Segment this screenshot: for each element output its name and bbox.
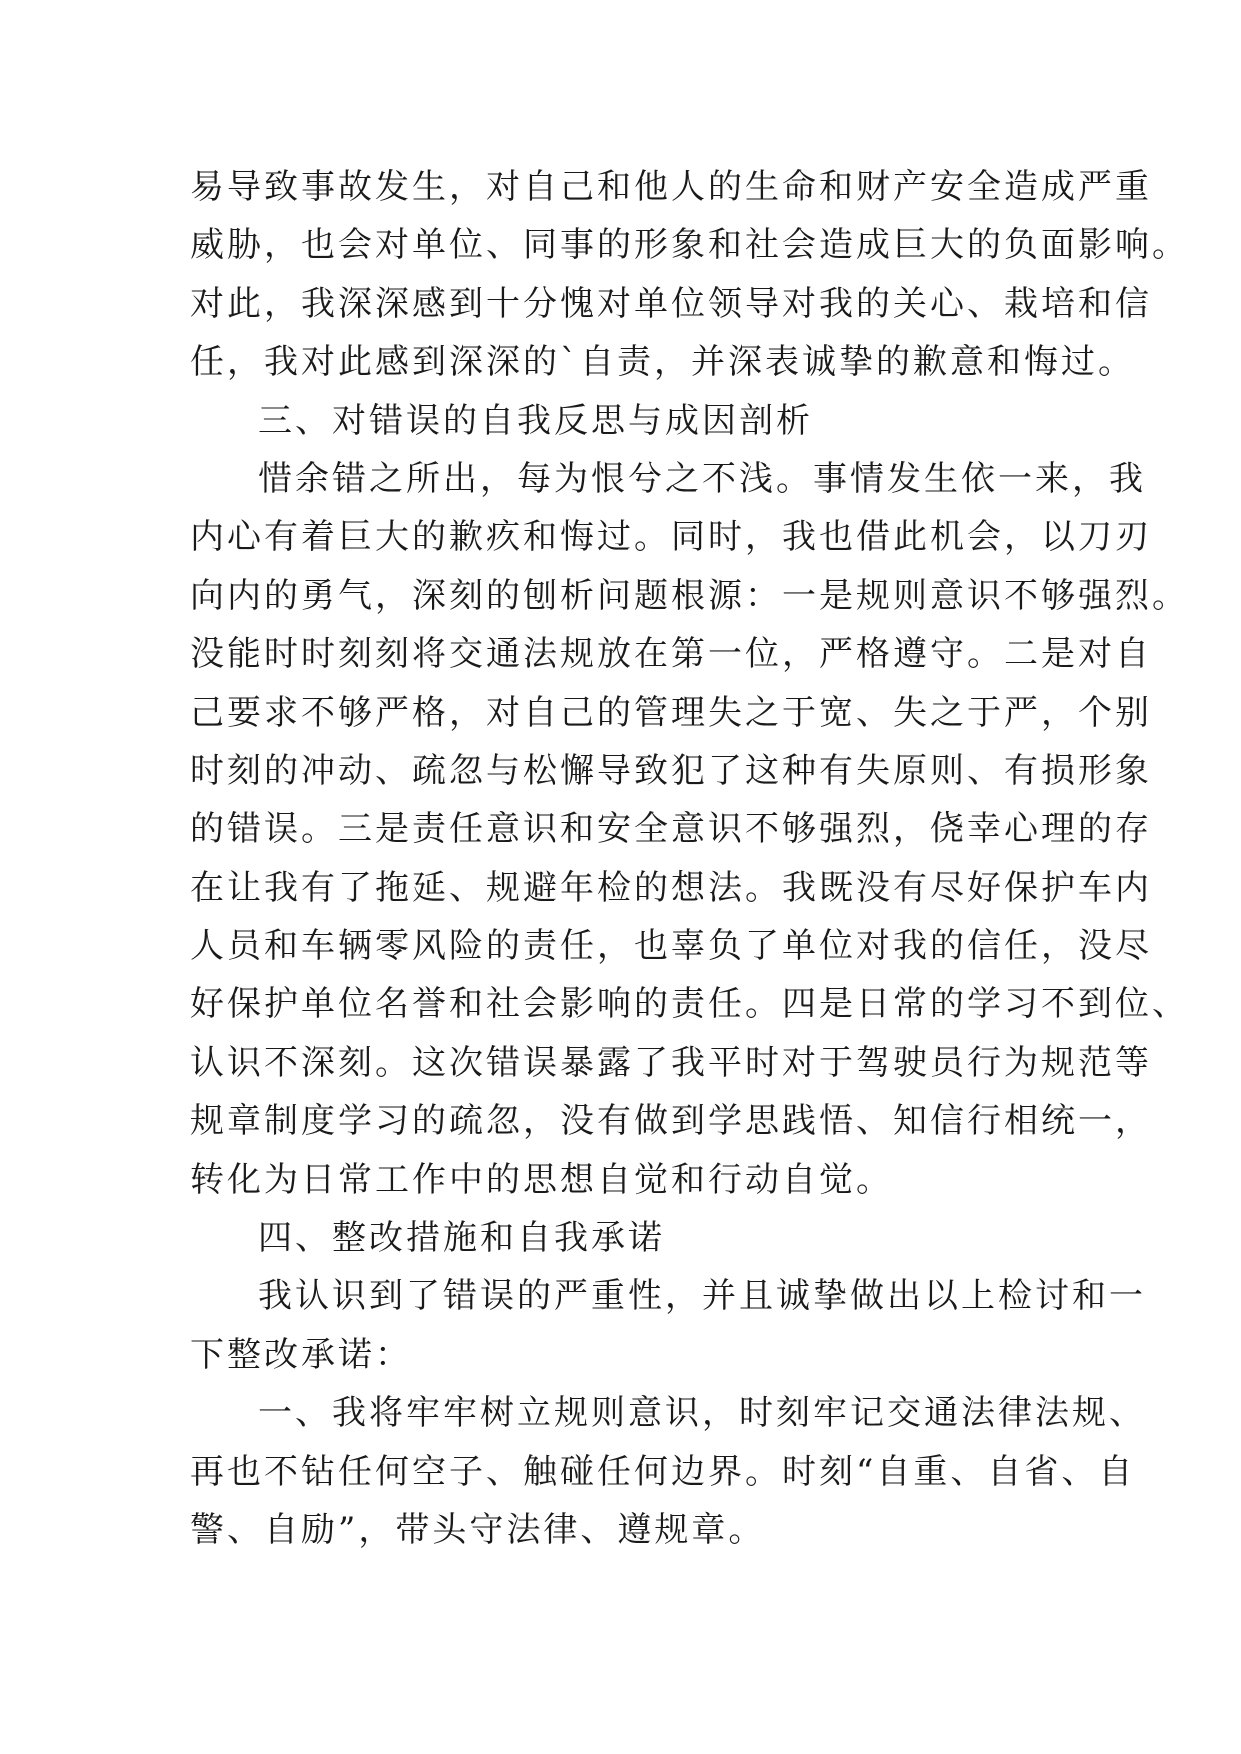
text-line: 惜余错之所出，每为恨兮之不浅。事情发生依一来，我 [258,458,1146,499]
text-line: 规章制度学习的疏忽，没有做到学思践悟、知信行相统一， [190,1101,1152,1142]
text-line: 我认识到了错误的严重性，并且诚挚做出以上检讨和一 [258,1276,1146,1317]
text-line: 下整改承诺： [190,1334,412,1375]
text-line: 没能时时刻刻将交通法规放在第一位，严格遵守。二是对自 [190,634,1152,675]
text-line: 转化为日常工作中的思想自觉和行动自觉。 [190,1159,893,1200]
text-line: 一、我将牢牢树立规则意识，时刻牢记交通法律法规、 [258,1393,1146,1434]
text-line: 向内的勇气，深刻的刨析问题根源：一是规则意识不够强烈。 [190,575,1189,616]
document-body [190,158,1189,1559]
text-line: 在让我有了拖延、规避年检的想法。我既没有尽好保护车内 [190,867,1152,908]
text-line: 威胁，也会对单位、同事的形象和社会造成巨大的负面影响。 [190,225,1189,266]
text-line: 内心有着巨大的歉疚和悔过。同时，我也借此机会，以刀刃 [190,517,1152,558]
text-line: 时刻的冲动、疏忽与松懈导致犯了这种有失原则、有损形象 [190,750,1152,791]
section-heading-3: 三、对错误的自我反思与成因剖析 [258,400,813,441]
text-line: 任，我对此感到深深的`自责，并深表诚挚的歉意和悔过。 [190,342,1135,383]
text-line: 易导致事故发生，对自己和他人的生命和财产安全造成严重 [190,167,1152,207]
text-line: 己要求不够严格，对自己的管理失之于宽、失之于严，个别 [190,692,1152,733]
section-heading-4: 四、整改措施和自我承诺 [258,1218,665,1259]
text-line: 好保护单位名誉和社会影响的责任。四是日常的学习不到位、 [190,984,1189,1025]
text-line: 人员和车辆零风险的责任，也辜负了单位对我的信任，没尽 [190,926,1152,967]
text-line: 再也不钻任何空子、触碰任何边界。时刻“自重、自省、自 [190,1451,1136,1492]
text-line: 警、自励”，带头守法律、遵规章。 [190,1509,766,1550]
text-line: 对此，我深深感到十分愧对单位领导对我的关心、栽培和信 [190,283,1152,324]
text-line: 的错误。三是责任意识和安全意识不够强烈，侥幸心理的存 [190,809,1152,850]
text-line: 认识不深刻。这次错误暴露了我平时对于驾驶员行为规范等 [190,1042,1152,1083]
